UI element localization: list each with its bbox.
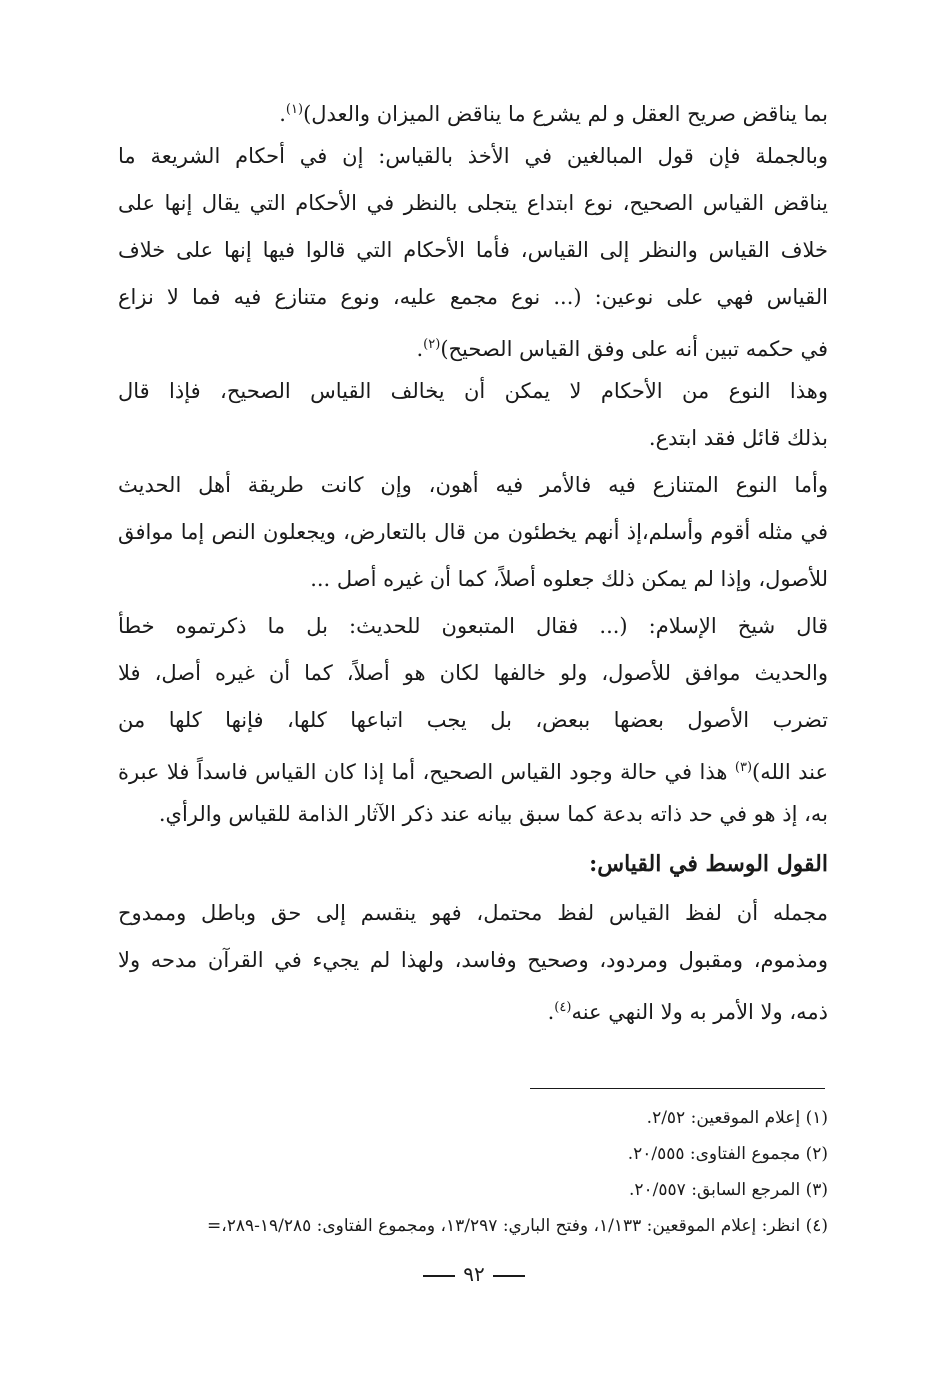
text-line: به، إذ هو في حد ذاته بدعة كما سبق بيانه عند ذكر الآثار الذامة للقياس والرأي. <box>158 802 828 826</box>
paragraph-6 <box>118 890 828 1031</box>
text-line: ذمه، ولا الأمر به ولا النهي عنه$^{(٤)}$. <box>547 1000 828 1024</box>
footnote-ref[interactable]: (٢) <box>423 337 441 352</box>
footnote-divider <box>530 1088 825 1089</box>
footnote-item: (١) إعلام الموقعين: ٢/٥٢. <box>646 1108 828 1128</box>
dash-left <box>493 1275 525 1277</box>
main-text <box>118 86 828 1031</box>
text-line: في حكمه تبين أنه على وفق القياس الصحيح)$^{(٢)}$. <box>416 337 828 361</box>
paragraph-4 <box>118 462 828 603</box>
paragraph-2 <box>118 133 828 368</box>
text-line: وهذا النوع من الأحكام لا يمكن أن يخالف القياس الصحيح، فإذا قال <box>118 379 828 403</box>
text-line: وأما النوع المتنازع فيه فالأمر فيه أهون، وإن كانت طريقة أهل الحديث <box>118 473 828 497</box>
text-line: قال شيخ الإسلام: (... فقال المتبعون للحديث: بل ما ذكرتموه خطأ <box>118 614 828 638</box>
dash-right <box>423 1275 455 1277</box>
text-line: عند الله)$^{(٣)}$ هذا في حالة وجود القياس الصحيح، أما إذا كان القياس فاسداً فلا عبرة <box>118 760 828 784</box>
text-line: تضرب الأصول بعضها ببعض، بل يجب اتباعها كلها، فإنها كلها من <box>118 708 828 732</box>
page-number <box>0 1262 948 1286</box>
footnote-ref[interactable]: (٤) <box>554 1000 572 1015</box>
text-line: ومذموم، ومقبول ومردود، وصحيح وفاسد، ولهذا لم يجيء في القرآن مدحه ولا <box>118 948 828 972</box>
text-line: يناقض القياس الصحيح، نوع ابتداع يتجلى بالنظر في الأحكام التي يقال إنها على <box>118 191 828 215</box>
footnote-ref[interactable]: (١) <box>285 102 304 117</box>
footnote-item: (٢) مجموع الفتاوى: ٢٠/٥٥٥. <box>627 1144 828 1164</box>
footnote-item: (٤) انظر: إعلام الموقعين: ١/١٣٣، وفتح الباري: ١٣/٢٩٧، ومجموع الفتاوى: ١٩/٢٨٥-٢٨٩،= <box>206 1216 828 1236</box>
text-line: وبالجملة فإن قول المبالغين في الأخذ بالقياس: إن في أحكام الشريعة ما <box>118 144 828 168</box>
text-line: بذلك قائل فقد ابتدع. <box>648 426 828 450</box>
paragraph-3 <box>118 368 828 462</box>
text-line: والحديث موافق للأصول، ولو خالفها لكان هو أصلاً، كما أن غيره أصل، فلا <box>118 661 828 685</box>
section-heading: القول الوسط في القياس: <box>589 851 828 877</box>
text-line: القياس فهي على نوعين: (... نوع مجمع عليه، ونوع متنازع فيه فما لا نزاع <box>118 285 828 309</box>
paragraph-1 <box>118 86 828 133</box>
text-line: مجمله أن لفظ القياس لفظ محتمل، فهو ينقسم إلى حق وباطل وممدوح <box>118 901 828 925</box>
paragraph-5 <box>118 603 828 838</box>
text-line: خلاف القياس والنظر إلى القياس، فأما الأحكام التي قالوا فيها إنها على خلاف <box>118 238 828 262</box>
text-line: للأصول، وإذا لم يمكن ذلك جعلوه أصلاً، كما أن غيره أصل ... <box>310 567 828 591</box>
footnote-ref[interactable]: (٣) <box>734 760 753 775</box>
text-line: بما يناقض صريح العقل و لم يشرع ما يناقض الميزان والعدل)$^{(١)}$. <box>279 102 828 126</box>
footnotes <box>100 1100 828 1244</box>
footnote-item: (٣) المرجع السابق: ٢٠/٥٥٧. <box>629 1180 828 1200</box>
page-number-value: ٩٢ <box>463 1262 485 1286</box>
text-line: في مثله أقوم وأسلم،إذ أنهم يخطئون من قال بالتعارض، ويجعلون النص إما موافق <box>118 520 828 544</box>
